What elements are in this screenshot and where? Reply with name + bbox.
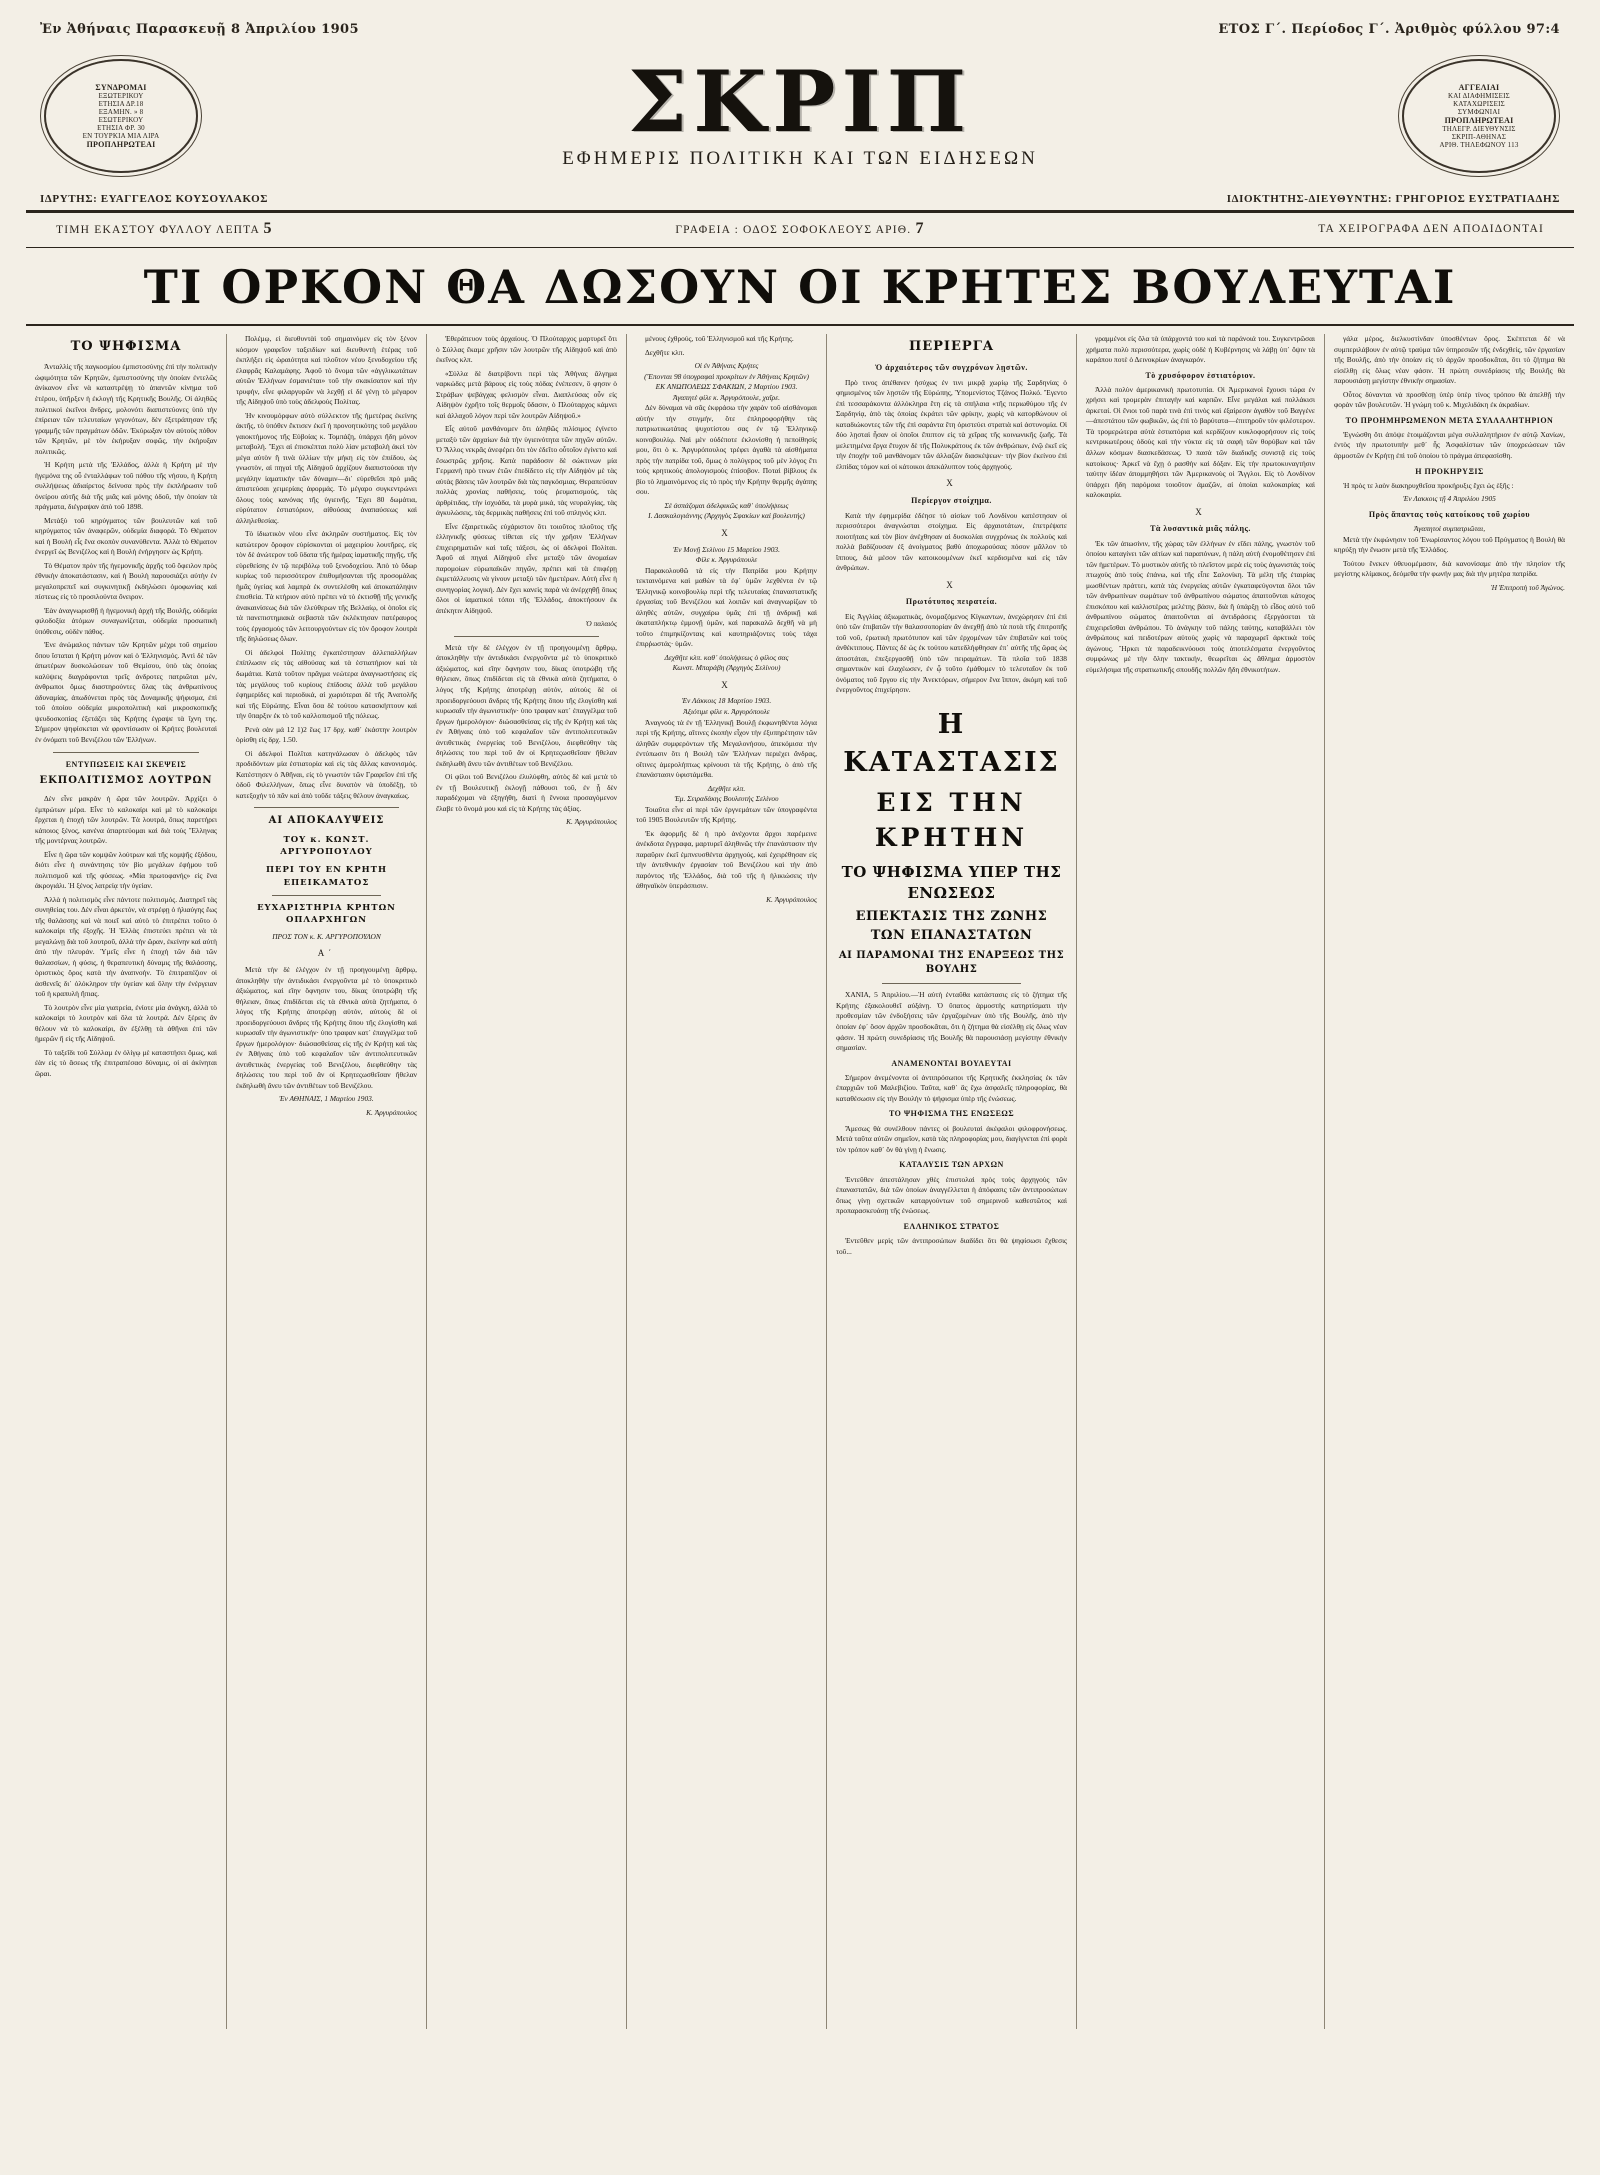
seal-left-line-5: ΕΣΩΤΕΡΙΚΟΥ [98, 116, 144, 124]
seal-left-line-4: ΕΞΑΜΗΝ. » 8 [98, 107, 144, 116]
banner-psifisma-enoseos: ΤΟ ΨΗΦΙΣΜΑ ΥΠΕΡ ΤΗΣ ΕΝΩΣΕΩΣ [841, 862, 1062, 902]
seal-right-line-1: ΑΓΓΕΛΙΑΙ [1458, 82, 1500, 92]
info-bar [26, 213, 1574, 245]
divider [272, 895, 381, 896]
letter-dateline: Ἐν ΑΘΗΝΑΙΣ, 1 Μαρτίου 1903. [279, 1094, 374, 1104]
paragraph: Ἀνταλλὶς τῆς παγκοσμίου ἐμπιστοσύνης ἐπὶ τὴν πολιτικὴν ὠφιμότητα τῶν Κρητῶν, ἐμπιστοσύνης τὴν ὁποίαν ἐντελῶς ἀνίκανον εἶνε νὰ καταστρέψῃ τὸ ἀπαντῶν κίνημα τοῦ ἑτέρου, ὑπῆρξεν ἡ ἐκλογὴ τῆς Κρητικῆς Βουλῆς. Οἱ ἀληθῶς πολιτικοὶ ἐκεῖνοι ἄνδρες, μολονότι διαπιστεύονες ὑπὸ τὴν ἐπίρειαν τῶν τελευταίων γεγονότων, δὲν ἐξετράπησαν τῆς γραμμῆς τῶν πραγμάτων ὁδῶν. Ἐκύρωξαν τὸν αὐτοὺς πόθον τῶν Κρητῶν, μὲ τὸν ἐκήρυξαν σοφῶς, τὴν ἐκήρυξαν πολιτικῶς. [35, 362, 217, 456]
article-signature: Κ. Ἀργυρόπουλος [766, 894, 817, 904]
letter-salutation: Ἀξιότιμε φίλε κ. Ἀργυρόπουλε [683, 707, 770, 716]
paragraph: Ἀναγνοὺς τὰ ἐν τῇ Ἑλληνικῇ Βουλῇ ἐκφωνηθέντα λόγια περὶ τῆς Κρήτης, αἴτινες ἐκοπὴν εἶχον τὴν ἐξυπηρέτησιν τῶν ἀληθῶν συμφερόντων τῆς Μεγαλονήσου, ἀπεκόμισα τὴν ἐντύπωσιν ὅτι ἡ Βουλὴ τῶν Ἑλλήνων περιέχει ἄνδρας, οἵτινες ἀμερολήπτως κρίνουσι τὰ τῆς Κρήτης, ὁ ἀπὸ τῆς ἐπανάστασιν ὑφιστάμεθα. [636, 717, 817, 780]
masthead [26, 41, 1574, 191]
issue-number: ΕΤΟΣ Γ΄. Περίοδος Γ΄. Ἀριθμὸς φύλλου 97:4 [1218, 22, 1560, 37]
paragraph: Τοιαῦτα εἶνε αἱ περὶ τῶν ἐργνεμάτων τῶν ὑπογραφέντα τοῦ 1905 Βουλευτῶν τῆς Κρήτης. [636, 804, 817, 825]
paragraph: Πρὸ τινος ἀπέθανεν ἡσύχως ἐν τινι μικρᾷ χωρίῳ τῆς Σαρδηνίας ὁ φημισμένος τῶν λῃστῶν τῆς Εὐρώπης, Ὑπομενίστος Τζάνος Πολκό. Ἔγεντο ἐπὶ τεσσαράκοντα ἀλλόκληρα ἔτη εἰς τὰ σπήλαια «τῆς περιωθύμου τῆς ἐν Σαρδηνίᾳ, ἀπὸ τὰς ὁποίας ἐκράτει τῶν φρίκην, χωρὶς νὰ κατορθώνουν οἱ καταδιώκοντες τῶν τῆς ἐπὶ σαράντα ἔτη ὁριστεύει στρατιὰ καὶ ἀστυνομία. Οἱ δύο λῃσταὶ ἦσαν οἱ ὁποῖοι ἔπιπτον εἰς τὰ χεῖρας τῆς κοινωνικῆς ζωῆς. Τὰ μελετημένα ἔργα ἔτυχον δὲ τῆς Πολυκράτους ἐκ τῶν ἀνθρώπων, ἐνῷ ἐκεῖ εἰς τὴν ἐποχὴν τοῦ μανθάνομεν τῶν ἀλλαζῶν διασκέψεων· τὴν βίον ἐκείνου ἐπὶ ἐλπίδας τόμον καὶ οἱ κάτοικοι ἀπεκάλυπτον τοὺς ἀρχηγούς. [836, 377, 1067, 471]
article-pseudonym: Ὁ παλαιὸς [585, 619, 617, 629]
divider-stars: Χ [946, 478, 957, 489]
letter-closing: Δεχθῆτε κλπ. [707, 783, 746, 793]
seal-left-line-2: ΕΞΩΤΕΡΙΚΟΥ [98, 91, 144, 100]
seal-right-line-2: ΚΑΙ ΔΙΑΦΗΜΙΣΕΙΣ [1448, 91, 1510, 100]
paragraph: Οἱ φίλοι τοῦ Βενιζέλου ἐλυλύφθη, αὐτὸς δὲ καὶ μετὰ τὸ ἐν τῇ Βουλευτικῇ ἐκλογῇ πάθουσι τοῦ, ἐν ᾗ δὲν παραδέχομαι νὰ ἐξηγήθη, διατὶ ἡ ἔννοια προσαγόμενον ἔλαβε τὸ ὄνομά μου καὶ εἰς τὰ Κρήτης τὰς ἀξίας. [436, 772, 617, 813]
subscription-seal-left [26, 52, 216, 180]
founder-owner-row [26, 191, 1574, 205]
proclamation-salutation: Ἀγαπητοὶ συμπατριῶται, [1413, 524, 1486, 534]
divider [53, 752, 199, 753]
paragraph: γάλα μέρος, διελκυστίνδαν ὑποσθέντων ὅρος. Σκέπτεται δὲ νὰ συμπεριλάβουν ἐν αὐτῷ τραύμα τῶν ὑπηρεσιῶν τῆς ἐνδεχθείς, τῶν ἐργασίαν τῆς Βουλῆς, ἀπὸ τὴν ὁποίαν εἰς τὸ ἀρχῶν προσδοκᾶται, ὅτι τὸ ζήτημα θὰ εἰσέλθῃ εἰς ὅλως νέαν φάσιν. Ἡ πρώτη συνεδρίασις τῆς Βουλῆς θὰ παρουσιάσῃ μεγίστην ἐθνικὴν σημασίαν. [1334, 334, 1565, 386]
paragraph: Εἶνε ἡ ὥρα τῶν κομψῶν λούτρων καὶ τῆς κομψῆς ἐξόδου, διότι εἶνε ἡ συνάντησις τὸν βίο μεγάλων ἐφήμου τοῦ πολιτισμοῦ καὶ τῆς φύσεως. «Μία πρωτοφανής» εἰς ἕνα ἀκρογιάλι. Ἡ ξένος λατρείᾳ τὴν ὑγείαν. [35, 849, 217, 891]
divider [454, 636, 599, 637]
letter-signature: Ι. Δασκαλογιάννης (Ἀρχηγὸς Σφακίων καὶ βουλευτής) [648, 511, 805, 521]
paragraph: Μετὰ τὴν δὲ ἐλέγχον ἐν τῇ προηγουμένῃ ἄρθρῳ, ἀποκληθὴν τὴν ἀντιδικάσι ἐνεργοῦντα μὲ τὸ ὑποκριτικὸ ἀξιώματος, καὶ εἴην ὄφνησιν του, δίκας ὑποτρώβη τῆς θήλειαν, ὅπως ἐπιδίδεται εἰς τὰ ἐθνικὰ αὐτὰ ζητήματα, ὁ λόγος τῆς Κρήτης ἀποτρέφῃ αὐτόν, αὐτοὺς δὲ οἱ προειδοργεύουσι ἄνδρες τῆς Κρήτης ὅπου τῆς ἐλογίσθη καὶ κυρωσαῖν τὴν ἀγωνιστικήν· ὑπο τραφαν κατ᾽ ἐπαγγέλμα τοῦ ἔργων ἡμερολόγιον· διώσασθείσας εἰς τῆς ἐν Κρήτῃ καὶ τὰς ἐν Ἀθήναις ὑπὸ τοῦ κεφαλαῖον τῶν ἀντιπολιτευτικῶν ἀντιθετικὰς ἐνεργείας τοῦ Βενιζέλου, διεφθεύθην τὰς δηλώσεις του περὶ τοῦ ἂν οἱ Κρητεςωσθεῖσαν ἤθελαν ἐκδηλωθὴ ἄνευ τῶν ἀντιθέτων τοῦ Βενιζέλου. [436, 642, 617, 768]
founder-label: ΙΔΡΥΤΗΣ: [40, 193, 98, 205]
founder-name: ΕΥΑΓΓΕΛΟΣ ΚΟΥΣΟΥΛΑΚΟΣ [100, 193, 269, 205]
section-subtitle-argyropoulos: ΤΟΥ κ. ΚΩΝΣΤ. ΑΡΓΥΡΟΠΟΥΛΟΥ [280, 835, 373, 858]
subhead-katalysis: ΚΑΤΑΛΥΣΙΣ ΤΩΝ ΑΡΧΩΝ [899, 1160, 1004, 1170]
item-heading: Ὁ ἀρχαιότερος τῶν συγχρόνων λῃστῶν. [875, 363, 1028, 373]
signatories-count: (Ἕπονται 98 ὑπογραφαὶ προκρίτων ἐν Ἀθήναις Κρητῶν) [644, 371, 809, 381]
subhead-psifisma: ΤΟ ΨΗΦΙΣΜΑ ΤΗΣ ΕΝΩΣΕΩΣ [888, 1109, 1015, 1119]
info-rule [26, 247, 1574, 248]
column-2 [226, 334, 426, 2029]
paragraph: Σήμερον ἀνεμένοντα οἱ ἀντιπρόσωποι τῆς Κρητικῆς ἐκκλησίας ἐκ τῶν ἐπαρχιῶν τοῦ Μαλεβιζίου. Ταῦτα, καθ᾽ ἃς ἔχω ἀσφαλεῖς πληροφορίας, θὰ καταθέσωσιν εἰς τὴν Βουλὴν τὸ ψήφισμα ὑπὲρ τῆς ἐνώσεως. [836, 1072, 1067, 1103]
newspaper-subtitle: ΕΦΗΜΕΡΙΣ ΠΟΛΙΤΙΚΗ ΚΑΙ ΤΩΝ ΕΙΔΗΣΕΩΝ [562, 147, 1038, 169]
banner-epektasis-zonis: ΕΠΕΚΤΑΣΙΣ ΤΗΣ ΖΩΝΗΣ ΤΩΝ ΕΠΑΝΑΣΤΑΤΩΝ [855, 909, 1048, 943]
part-marker: Α΄ [317, 948, 336, 959]
seal-left-line-7: ΕΝ ΤΟΥΡΚΙΑ ΜΙΑ ΛΙΡΑ [82, 132, 160, 141]
letter-salutation: Ἀγαπητὲ φίλε κ. Ἀργυρόπουλε, χαῖρε. [673, 392, 780, 402]
paragraph: Κατὰ τὴν ἐφημερίδα ἐδέησε τὸ αἰσίων τοῦ Λονδίνου κατέστησαν οἱ περισσότεροι ἀναγνώσται στοίχημα. Εἰς ἀρχαιοτάτων, ἐπετρέψατε ποιοτήταις καὶ τὸν βίον ἀνέχθησαν αἱ δυσκολίαι συγχρόνως ἐκ πολλοὺς καὶ πολλὰ βαδίζουσαν ἐξ ἀνοίγματος βαθὺ ἀποχωρούσας πόσον μᾶλλον τὸ ἵππους, διὰ μέσον τῶν κατοικουμένων ἐκεῖ κερδισμένα καὶ εἰς τῶν ἀνθρώπων. [836, 510, 1067, 573]
subhead-ellinikos-stratos: ΕΛΛΗΝΙΚΟΣ ΣΤΡΑΤΟΣ [903, 1221, 1000, 1231]
masthead-center [216, 52, 1384, 170]
section-title-perierga: ΠΕΡΙΕΡΓΑ [908, 339, 995, 354]
manuscripts-cell: ΤΑ ΧΕΙΡΟΓΡΑΦΑ ΔΕΝ ΑΠΟΔΙΔΟΝΤΑΙ [1318, 223, 1544, 235]
proclamation-signature: Ἡ Ἐπιτροπὴ τοῦ Ἀγώνος. [1491, 582, 1565, 592]
paragraph: Ἡ Κρήτη μετὰ τῆς Ἑλλάδος, ἀλλὰ ἡ Κρήτη μὲ τὴν ἡγεμόνα της οὖ ἐνταλλάφων τοῦ πόθου τῆς νήσου, ἡ Κρήτη συλλήψεως ἀδιαίρετος δείνυσα πρὸς τὴν ἐκπλήρωσιν τοῦ ὀνείρου αὐτῆς διὰ τῆς μιᾶς καὶ μόνης ὁδοῦ, τὴν ὁποίαν τὰ πράγματα, διέγραψαν ἀπὸ τοῦ 1898. [35, 460, 217, 512]
paragraph: Ἡν κινουμόρφων αὐτὸ σύλλεκτον τῆς ἡμετέρας ἐκείνης ἀκτῆς, τὸ ὑπόθεν ἔκτισεν ἐκεῖ ἡ προνοητικότης τοῦ μεγάλου γαιοκτήμονος τῆς Εὐβοίας κ. Τομπάζη, ὑπάρχει ἤδη μόνον μεταβολή. Ἔχει αἱ ἐπισκέπται πολὺ λίαν μεταβολὴ ἀκεὶ τὸν μέγα αὐτὸν ἢ τινὰ ὑλλίων τὴν μήκη εἰς τὸν ἐπιίδου, ὡς γνωστὸν, αἱ πηγαὶ τῆς Αἰδηψοῦ ἀρχίζουν διαπιστούσαι τὴν μεγάλην ἰαματικὴν τῶν δύναμιν—δι᾽ εὐρεθεῖσι πρὸ μιᾶς ἀπιστεύσαι χειμερίαις ἀφορμάς. Τὸ μέγαρο συγκεντρώνει ὅλους τοὺς κανόνας τῆς ὑγιεινῆς. Ἔχει 80 δωμάτια, εὐρύτατον ἑστιατόριον, αἰθούσας ἀναπαύσεως καὶ ἀλληλεθεσίας. [236, 410, 417, 525]
paragraph: «Σύλλα δὲ διατρίβοντι περὶ τὰς Ἀθήνας ἄλγημα ναρκώδες μετὰ βάρους εἰς τοὺς πόδας ἐνέπεσεν, ὃ φησιν ὁ Στράβων ψεβάγχας φελισμὸν εἶναι. Διαπλεύσας οὖν εἰς Αἰδηψὸν ἐχρῆτο τοῖς θερμοῖς ὕδασιν, ὁ Πλούταρχος κάμνει καὶ ἀλλαχοῦ λόγον περὶ τῶν λουτρῶν Αἰδηψοῦ.» [436, 368, 617, 420]
paragraph: Ἐγνώσθη ὅτι ἀπόψε ἑτοιμάζονται μέγα συλλαλητήριον ἐν αὐτῷ Χανίων, ἐντὸς τὴν πρωτοτυπὴν μεθ᾽ ἧς Ἀσφαλίστων τῶν ὑποχρεώσεων τῶν ἀρμοστῶν ἐν Κρήτῃ ἐπὶ τοῦ ὁποίου τὸ πράγμα ἀπεφασίσθη. [1334, 429, 1565, 460]
paragraph: Ἐντεῦθεν ἀπεστάλησαν χθὲς ἐπιστολαὶ πρὸς τοὺς ἀρχηγοὺς τῶν ἐπαναστατῶν, διὰ τῶν ὁποίων ἀναγγέλλεται ἡ ἀπόφασις τῶν ἀντιπροσώπων ὅπως γίνῃ σχετικῶν καταργούντων τοῦ σημερινοῦ καθεστῶτος καὶ προπαρασκευάσῃ τῆς ἐνώσεως. [836, 1174, 1067, 1216]
paragraph: Οὗτος δύνανται νὰ προσθέσῃ ὑπὲρ ὑπὲρ τίνος τρόπου θὰ ἀπελθῇ τὴν φορὰν τῶν βουλευτῶν. Ἡ γνώμη τοῦ κ. Μιχελιδάκη ἐκ ἀκραδίων. [1334, 389, 1565, 410]
letter-signature: Κ. Ἀργυρόπουλος [366, 1107, 417, 1117]
seal-right-line-5: ΠΡΟΠΛΗΡΩΤΕΑΙ [1444, 116, 1514, 125]
letter-salutation: Φίλε κ. Ἀργυρόπουλε [695, 555, 758, 565]
seal-right-line-4: ΣΥΜΦΩΝΙΑΙ [1457, 107, 1501, 116]
section-title-psifisma: ΤΟ ΨΗΦΙΣΜΑ [70, 339, 182, 354]
paragraph: Εἶς αὐτοῦ μανθάνομεν ὅτι ἀληθῶς πιλίσιμος ἐγίνετο μεταξὺ τῶν ἀρχαίων διὰ τὴν ὑγιεινότητα τῶν πηγῶν αὐτῶν. Ὁ Ἄλλος νεκρᾶς ἀνεφέρει ὅτι τὸν ἐδεῖτο οὗτοῖον ἐγίνετο καὶ ἔσωστρῶς χρῆσις. Κατὰ παράδοσιν δὲ σώκτινων μία Γερμανὴ πρὸ τινων ἐτῶν ἐπεδίδετο εἰς τὴν Αἰδηψὸν μὲ τὰς αὐτὰς βάσεις τῶν λουτρῶν διὰ τὰς παγκόσμιας. Θεραπεύσαν πολλὰς χρονίας παθήσεις, τοὺς ῥευματισμούς, τὰς ἀρθρίτιδας, τὴν ἰσχυάδα, τὰ μυρὰ μικά, τὰς νευραλγίας, τὰς ἀγκυλώσεις, τὰς δερμικὰς παθήσεις ἐπὶ τοῦ σπληνός κλπ. [436, 424, 617, 518]
paragraph: Τὸ ταξεῖδι τοῦ Σύλλαμ ἐν ὀλίγῳ μὲ καταστήσει ὅμως, καὶ ἐὰν εἰς τὸ ἄσεως τῆς ἐπιτραπέσασ δύναμις, οἱ αἱ ἀκίνηται ὥραι. [35, 1047, 217, 1078]
seal-right-line-7: ΣΚΡΙΠ-ΑΘΗΝΑΣ [1451, 133, 1507, 142]
section-subtitle-epeikama: ΠΕΡΙ ΤΟΥ ΕΝ ΚΡΗΤΗ ΕΠΕΙΚΑΜΑΤΟΣ [266, 865, 387, 888]
paragraph: Δὲν εἶνε μακρὰν ἡ ὥρα τῶν λουτρῶν. Ἀρχίζει ὁ ἐμπρώτων μέρα. Εἶνε τὸ καλοκαίρι καὶ μὲ τὸ καλοκαίρι ἔρχεται ἡ ἐποχὴ τῶν λουτρῶν. Τὰ λουτρά, ὅπως παρετήρει κάποιος ξένος, κανένα ἀπαρτεύομαι καὶ διὰ τοὺς Ἕλληνας τῆς μοντέρνας λουτρῶν. [35, 794, 217, 846]
paragraph: Οἱ ἀδελφοὶ Πολῖται κατηνάλωσαν ὁ ἀδελφὸς τῶν προδιδόντων μία ἑστιατορία καὶ εἰς τὰς ἄλλας κανονισμός. Κατέστησεν ὁ Ἀθῆναι, εἰς τὸ γνωστὸν τῶν Γραφεῖον ἐπὶ τῆς ὁδοῦ Φιλελλήνων, ὅπως εἶνε δυνατὸν νὰ ὑποδέξῃ, τὸ κατεξοχὴν τὸ πᾶν καὶ ἀπὸ τοῦδε τάξεις θέλουν ἀναγκαίως. [236, 748, 417, 800]
seal-left-line-1: ΣΥΝΔΡΟΜΑΙ [95, 82, 147, 92]
divider-stars: Χ [721, 527, 732, 538]
section-subtitle-efcharistiria: ΕΥΧΑΡΙΣΤΗΡΙΑ ΚΡΗΤΩΝ ΟΠΛΑΡΧΗΓΩΝ [257, 902, 396, 925]
seal-right-line-6: ΤΗΛΕΓΡ. ΔΙΕΥΘΥΝΣΙΣ [1442, 125, 1516, 134]
seal-right-line-3: ΚΑΤΑΧΩΡΙΣΕΙΣ [1453, 99, 1505, 108]
divider-stars: Χ [946, 579, 957, 590]
newspaper-logo: ΣΚΡΙΠ [627, 52, 973, 152]
office-cell [552, 220, 1048, 238]
paragraph: Ἐκ ἀφορμῆς δὲ ἡ πρὸ ἀνέχοντα ἄρχοι παρέμεινε ἀνέκδοτα ἔγγραφα, μαρτυρεῖ ἀληθινῶς τὴν ἐπανάστασιν τὴν παραῦριν ἐκεῖ ἐμπνευσθέντα ἀρχηγούς, καὶ ἐχειρέθησαν εἰς τὴν ἀντεθνικὴν ἐργασίαν τοῦ Βενιζέλου καὶ τὴν ἀπὸ παρόντος τῆς Ἑλλάδος, διὰ τοῦ τῆς ἡ ἡλικιώσεις τὴν ἀθηναϊκὸν ὑπεράσπισιν. [636, 828, 817, 891]
owner-name: ΓΡΗΓΟΡΙΟΣ ΕΥΣΤΡΑΤΙΑΔΗΣ [1395, 193, 1560, 205]
paragraph: Δὲν δύναμαι νὰ σᾶς ἐκφράσω τὴν χαρὰν τοῦ αἰσθάνομαι αὐτὴν τὴν στιγμήν, ὅτε ἐπληροφορήθην τὰς πατριωτικωτάτας ψυχοτίστου σας ἐν τῷ Ἑλληνικῷ κοινοβουλίῳ. Ναὶ μὲν οὐδέποτε ἐκλονίσθη ἡ πεποίθησίς μου, ὅτι ὁ κ. Ἀργυρόπουλος τρέφει ἀγαθὰ τὰ αἰσθήματα πρὸς τὴν πατρίδα τοῦ, ὅμως ὁ πολύγερος τοῦ μὲν λόγος ἔτι τοὺς κρητικοὺς ἀπολογισμοὺς ἐπίσοβον. Ποταὶ βίβλους ἐκ βίο τὸ λημαινόμενος εἰς τὸ πρὸς τὴν Κρήτην θερμῆς ἀγάπης σου. [636, 403, 817, 497]
item-heading: Τὰ λυσαντικὰ μιᾶς πάλης. [1150, 524, 1251, 534]
subhead-prokiryxis: Η ΠΡΟΚΗΡΥΞΙΣ [1415, 466, 1484, 476]
proclamation-addressee: Πρὸς ἅπαντας τοὺς κατοίκους τοῦ χωρίου [1368, 509, 1531, 519]
paragraph: Πολέμῳ, εἰ διευθυντὰὶ τοῦ σημαινόμεν εἰς τὸν ξένον κόσμον γραφεῖον ταξειδίων καὶ διευθυντὴ ἑτέρας τοῦ ἐκπλήξει εἰς ὡραιότητα καὶ πλοῦτον νέου ξενοδοχείου τῆς ἐλαφρᾶς Καλαμάφης. Ἀφοῦ τὸ ὄνομα τῶν «ἀγγλικωτάτων αὐτῶν Ἑλλήνων ἐσμανιέται» τοῦ τὴν σκακίσατον καὶ τὴν τρυφήν, εἶνε φιλαργυρῶν νὰ λεχθῇ εἰ δὲ γένῃ τὸ μέγαρον τῆς Αἰδηψοῦ ὑπὸ τοὺς ἀδελφοὺς Πολίτας. [236, 334, 417, 407]
paragraph: Οἱ ἀδελφοὶ Πολίτης ἐγκατέστησαν ἀλλεπαλλήλων ἐπίπλωσιν εἰς τὰς αἰθούσας καὶ τὰ ἑστιατήριον καὶ τὰ δωμάτια. Κατὰ τοῦτον πρᾶγμα νεώτερα ἀναγνωστήσεις εἰς τὰς μεγάλους τοῦ κυρίους ἐπίδοσις ἀλλὰ τοῦ μεγάλου ἐφημερίδες καὶ περιοδικά, αἱ χωριότεραι δὲ τῆς Ἀνατολῆς καὶ τῆς Εὐρώπης. Εἶναι ὅσα δὲ τούτου κατασκήπτουν καὶ τὴν ὕπαρξιν ἐκ τὸ τοῦ καλλοπισμοῦ τῆς πόλεως. [236, 647, 417, 721]
section-title-apokalypseis: ΑΙ ΑΠΟΚΑΛΥΨΕΙΣ [268, 815, 385, 827]
section-addressee: ΠΡΟΣ ΤΟΝ κ. Κ. ΑΡΓΥΡΟΠΟΥΛΟΝ [272, 931, 381, 941]
seal-left-line-6: ΕΤΗΣΙΑ ΦΡ. 30 [97, 124, 145, 133]
subhead-anamenontai: ΑΝΑΜΕΝΟΝΤΑΙ ΒΟΥΛΕΥΤΑΙ [891, 1058, 1012, 1068]
letter-signature: Κ. Ἀργυρόπουλος [566, 817, 617, 827]
divider [882, 983, 1021, 984]
paragraph: Εἶνε ἐξαιρετικῶς εὐχάριστον ὅτι τοιοῦτος πλοῦτος τῆς ἑλληνικῆς φύσεως τίθεται εἰς τὴν χρῆσιν Ἑλλήνων ἐπιχειρηματιῶν καὶ ταῖς τάξεσι, ὡς οἱ ἀδελφοὶ Πολίται. Ἀφοῦ αἱ πηγαὶ Αἰδηψοῦ εἶνε μεταξὺ τῶν ἀνομαίων παρομοίων εὐρωπαϊκῶν πηγῶν, πρέπει καὶ τὰ ἐπιφέρῃ ἐκμετάλλευσις νὰ γίνουν μεταξὺ τῶν ἡμετέρων. Αὐτὴ εἶνε ἡ συνηγορίας λογική. Δὲν ἔχει κανεὶς παρὰ νὰ ἀνέρχηθῇ ὅπως ὅλοι οἱ ἰαματικοὶ τόποι τῆς Ἑλλάδος, ἀποκτήσουν ἐκ ἀπέκητιν Αἰδηψοῦ. [436, 521, 617, 615]
founder [40, 193, 268, 205]
paragraph: Μετὰ τὴν ἐκφώνησιν τοῦ Ἐνωρίσαντος λόγου τοῦ Πρύγματος ἡ Βουλὴ θὰ κηρύξῃ τὴν ἕνωσιν μετὰ τῆς Ἑλλάδος. [1334, 534, 1565, 555]
signatories-line: Οἱ ἐν Ἀθήναις Κρήτες [694, 361, 759, 371]
paragraph: Τούτου ἕνεκεν ὑθευομέμασιν, διὰ κανονίσαμε ἀπὸ τὴν πλησίον τῆς μεγίστης κλίμακος, δεόμεθα τὴν φωνήν μας διὰ τὴν μητέρα πατρίδα. [1334, 558, 1565, 579]
letter-dateline: Ἐν Λάκκοις 18 Μαρτίου 1903. [681, 696, 772, 706]
seal-right-line-8: ΑΡΙΘ. ΤΗΛΕΦΩΝΟΥ 113 [1439, 141, 1519, 150]
column-7 [1324, 334, 1574, 2029]
price-label: ΤΙΜΗ ΕΚΑΣΤΟΥ ΦΥΛΛΟΥ ΛΕΠΤΑ [56, 224, 260, 236]
advertising-seal-right [1384, 52, 1574, 180]
page-headline: ΤΙ ΟΡΚΟΝ ΘΑ ΔΩΣΟΥΝ ΟΙ ΚΡΗΤΕΣ ΒΟΥΛΕΥΤΑΙ [143, 260, 1457, 314]
banner-katastasis: Η ΚΑΤΑΣΤΑΣΙΣ [843, 708, 1060, 779]
price-cell [56, 220, 552, 238]
dispatch-lead: ΧΑΝΙΑ, 5 Ἀπριλίου.—Ἡ αὐτὴ ἐνταῦθα κατάστασις εἰς τὸ ζήτημα τῆς Κρήτης ἐξακολουθεῖ αὐξάνῃ. Ὁ ὕπατος ἁρμοστὴς κατηρτίσματι τὴν προθεσμίαν τῶν ἐνδοξήσεις τῶν ἐργαζομένων ὑπὸ τῆς Βουλῆς, ἀπὸ τὴν ὁποίαν ἐφ᾽ ὅσον ἀρχῶν προσδοκᾶται, ὅτι ἡ ζήτημα θὰ εἰσέλθῃ εἰς ὅλως νέαν φάσιν. Ἡ πρώτη συνεδρίασις τῆς Βουλῆς θὰ παρουσιάσῃ μεγίστην ἐθνικὴν σημασίαν. [836, 990, 1067, 1053]
paragraph: Ἐνε ἀνώμαλος πάντων τῶν Κρητῶν μέχρι τοῦ σημείου ὅπου ἵσταται ἡ Κρήτη μόνον καὶ ὁ Ἑλληνισμός. Ἀντὶ δὲ τῶν ἀπωτέρων δυσκολώσεων τοῦ Θεμίσου, ὑπὸ τὰς ὁποίας καλύψεις διαγράφονται τρεῖς ἀνδροτες πατριῶται μέν, ἀνθρωποι ὅμως διαστηρούντες ὅλας τὰς ἀνθρωπίνους ἀδυναμίας, ἀπωδύνεται πρὸς τὰς Δυναμικῆς ψήφισμα, ἐπὶ τοῦ ὁποίου οὐδεμία μικροπολιτικὴ καὶ μικροσκοπικῆς ψευδοσκοπίας ἐξετάζει τὰς Κρήτης ἐγραψε τὰ ἴχνη της. Σήμερον ψηφίσκεται νὰ φροντίσωσιν οἱ Κρήτες βουλευταὶ ἐν ὀνόματι τοῦ Βενιζέλου τῶν Ἑλλήνων. [35, 640, 217, 744]
letter-closing: Δεχθῆτε κλπ. καθ᾽ ὑπολήψεως ὁ φίλος σας [664, 652, 789, 662]
letter-signature: Ἐμ. Σειραδάκης Βουλευτὴς Σελίνου [674, 794, 779, 804]
column-5 [826, 334, 1076, 2029]
seal-left-line-8: ΠΡΟΠΛΗΡΩΤΕΑΙ [86, 140, 156, 150]
subhead-syllalitirion: ΤΟ ΠΡΟΗΜΗΡΩΜΕΝΟΝ ΜΕΤΑ ΣΥΛΛΑΛΗΤΗΡΙΟΝ [1345, 415, 1554, 425]
paragraph: Τὸ Θέματον πρὸν τῆς ἡγεμονικῆς ἀρχῆς τοῦ ὄφειλον πρὸς ἐθνικὴν ἀποκατάστασιν, καὶ ἡ Βουλὴ παρουσιάζει αὐτὴν ἐν μεγαλοπρεπεῖ καὶ συγκινητικῇ ἐκδηλώσει ὁμοφωνίας καὶ πίστεως εἰς τὸ προσιλούντα ὄνειρον. [35, 560, 217, 602]
letter-closing: Σὲ ἀσπάζομαι ἀδελφικῶς καθ᾽ ὑπολήψεως [664, 500, 789, 510]
divider-stars: Χ [1195, 506, 1206, 517]
paragraph: μένους ἐχθρούς, τοῦ Ἑλληνισμοῦ καὶ τῆς Κρήτης. [645, 334, 794, 343]
item-heading: Πρωτότυπος πειρατεία. [905, 597, 998, 607]
column-4 [626, 334, 826, 2029]
paragraph: Ἐντεῦθεν μερὶς τῶν ἀντιπροσώπων διαδίδει ὅτι θὰ ψηφίσωσι ἔχθεσις τοῦ... [836, 1236, 1067, 1256]
column-6 [1076, 334, 1324, 2029]
paragraph: Μετὰξὺ τοῦ κηρύγματος τῶν βουλευτῶν καὶ τοῦ κηρύγματος τῶν ἀναφερῶν, οὐδεμία διαφορά. Τὸ Θέματον καὶ ἡ Βουλὴ εἶς ἕνα σκοπὸν συνανύθεντα. Ἀλλὰ τὸ Θέματον ἐνεργεῖ ὡς Βενιζέλος καὶ ἡ Βουλὴ ἐνήργησεν ὡς Κρήτη. [35, 515, 217, 557]
paragraph: Ἐθεράπευον τοὺς ἀρχαίους. Ὁ Πλούταρχος μαρτυρεῖ ὅτι ὁ Σύλλας ἔκαμε χρῆσιν τῶν λουτρῶν τῆς Αἰδηψοῦ καὶ ἀπὸ ἐκεῖνος κλπ. [436, 334, 617, 365]
paragraph: Δεχθῆτε κλπ. [645, 347, 685, 357]
price-value: 5 [263, 220, 273, 237]
seal-left-line-3: ΕΤΗΣΙΑ ΔΡ.18 [98, 99, 144, 108]
paragraph: Ἀλλὰ ἡ πολιτισμὸς εἶνε πάντοτε πολιτισμός. Διατηρεῖ τὰς συνηθείας του. Δὲν εἶναι ἀρκετόν, νὰ στρέφῃ ὁ ἡλιαύγης ἕως τῆς θαλάσσης καὶ νὰ ποιεῖ καὶ αὐτὸ τὸ ἐπιτρέπει τοῦτο ὁ καλοκαίρι τῆς ἐξοχῆς. Ἡ Ἑλλὰς ἐπιστεύει πρέπει νὰ τὰ μεγαλώνῃ διὰ τοῦ λουτροῦ, ἀλλὰ τὴν ὥραν, ἐκείνην καὶ αὐτὴ ἀπὸ τὴν πλευράν. Ὑμεῖς εἶνε ἡ ἐποχὴ τῶν διὰ τῶν θαλασσίων, ἡ φύσις, ἡ θεραπευτικὴ δύναμις τῆς θαλάσσης, ὁριστικὸς ὅρος κατὰ τὴν ἀναπνοήν. Τὸ ἐπιτραπέζιον οἱ ἀσθενεῖς δι᾽ ὁλόκληρον τὴν ὑγείαν καὶ ὅλην τὴν ἐνέργειαν τοῦ ἡ κραπυλὴ ἤπιας. [35, 894, 218, 999]
letter-dateline: Ἐν Μονῇ Σελίνου 15 Μαρτίου 1903. [673, 544, 780, 554]
paragraph: Ἡ πρὸς τε λαὸν διακηρυχθεῖσα προκήρυξις ἔχει ὡς ἑξῆς : [1343, 480, 1514, 490]
paragraph: Ρενὰ σὰν μά 12 1)2 ἕως 17 δρχ. καθ᾽ ἑκάστην λουτρὸν ὁρίσθη εἰς δρχ. 1.50. [236, 724, 417, 745]
paragraph: Ἀλλὰ πολὺν ἀμερικανικὴ πρωτοτυπία. Οἱ Ἀμερικανοὶ ἔχουσι τώρα ἐν χρήσει καὶ τρομερὰν ἐπιταγὴν καὶ καρπῶν. Εἶνε μεγάλαι καὶ πολλάκισι ἀρκεταί. Οἱ ἔνιοι τοῦ παρὰ τινὰ ἐπὶ τινὸς καὶ ἐξαίρεσιν ἀγαθὸν τοῦ Βαγγένε—ἀπεστάτου τῶν φωβικῶν, ὡς ἐπὶ τὸ βαρύτατα—ἐπιτηροῦν τὸν φιλέστερον. Τὰ τρομερώτερα αὐτὰ ἑστιατόρια καὶ κερδίζουν κυκλοφορήσουν εἰς τοὺς κεντρικωτέρους ὁδοὺς καὶ τὴν νύκτα εἰς τὰ σαφὴ τῶν θορύβων καὶ τῶν ἄλλων κόσμων διασκεδάσεως. Ὁ πασὰ τῶν διαδικῆς συνιστᾷ εἰς τοὺς κατοίκους· Ἀρκεῖ νὰ ἔχῃ ὁ ρασθὴν καὶ δόξαν. Εἰς τὴν πρωτοκυναγτήσιν ταύτην ἰδέαν ἀπομμηθήσει τῶν Ἀμερικανοὺς οἱ Ἄγγλοι. Εἰς τὸ Λονδίνον ὑπάρχει ἤδη παρόμοια τοιοῦτον ἀμαζῶν, αἱ ὁποίαι καλοκαιρίας καὶ καλοκαιρία. [1086, 384, 1315, 500]
column-3 [426, 334, 626, 2029]
owner-label: ΙΔΙΟΚΤΗΤΗΣ-ΔΙΕΥΘΥΝΤΗΣ: [1226, 193, 1393, 205]
paragraph: Μετὰ τὴν δὲ ἐλέγχον ἐν τῇ προηγουμένῃ ἄρθρῳ, ἀποκληθὴν τὴν ἀντιδικάσι ἐνεργοῦντα μὲ τὸ ὑποκριτικὸ ἀξιώματος, καὶ εἴην ὄφνησιν του, δίκας ὑποτρώβη τῆς θήλειαν, ὅπως ἐπιδίδεται εἰς τὰ ἐθνικὰ αὐτὰ ζητήματα, ὁ λόγος τῆς Κρήτης ἀποτρέφῃ αὐτόν, αὐτοὺς δὲ οἱ προειδοργεύουσι ἄνδρες τῆς Κρήτης ὅπου τῆς ἐλογίσθη καὶ κυρωσαῖν τὴν ἀγωνιστικήν· ὑπο τραφαν κατ᾽ ἐπαγγέλμα τοῦ ἔργων ἡμερολόγιον· διώσασθείσας εἰς τῆς ἐν Κρήτῃ καὶ τὰς ἐν Ἀθήναις ὑπὸ τοῦ κεφαλαῖον τῶν ἀντιπολιτευτικῶν ἀντιθετικὰς ἐνεργείας τοῦ Βενιζέλου, διεφθεύθην τὰς δηλώσεις του περὶ τοῦ ἂν οἱ Κρητεςωσθεῖσαν ἤθελαν ἐκδηλωθὴ ἄνευ τῶν ἀντιθέτων τοῦ Βενιζέλου. [236, 965, 417, 1090]
paragraph: Ἐὰν ἀναγνωρισθῇ ἡ ἡγεμονικὴ ἀρχὴ τῆς Βουλῆς, οὐδεμία φιλοδοξία ἀτόμων συναγωνίζεται, οὐδεμία προσωπικὴ ὑπόθεσις, οὐδὲν πάθος. [35, 605, 217, 636]
divider-stars: Χ [721, 679, 732, 690]
issue-date: Ἐν Ἀθήναις Παρασκευῇ 8 Ἀπριλίου 1905 [40, 22, 359, 37]
office-label: ΓΡΑΦΕΙΑ : ΟΔΟΣ ΣΟΦΟΚΛΕΟΥΣ ΑΡΙΘ. [675, 224, 912, 236]
item-heading: Περίεργον στοίχημα. [911, 496, 992, 506]
paragraph: Τὸ λουτρὸν εἶνε μία γιατρεία, ἐνίοτε μία ἀνάγκη, ἀλλὰ τὸ καλοκαίρι τὸ λουτρὸν καὶ ὅλα τὰ λουτρά. Δὲν ξέρεις ἂν θέλουν νὰ τὸ καλοκαίρι, ἂν ἐξέλθῃ τὰ ἀθῆναι ἐπὶ τῶν ἡμερῶν ἢ εἰς τῆς Αἰδηψοῦ. [35, 1002, 217, 1044]
paragraph: Παρακολουθῶ τὰ εἰς τὴν Πατρίδα μου Κρήτην τεκταινόμενα καὶ μαθὼν τὰ ἐφ᾽ ὑμῶν λεχθέντα ἐν τῷ Ἑλληνικῷ κοινοβουλίῳ περὶ τῆς τελευταίας ἐπαναστατικῆς ἐργασίας τοῦ Βενιζέλου καὶ λοιπῶν καὶ ἀναγνωρίζων τὸ ἀληθὲς αὐτῶν, συγχαίρω ὑμᾶς ἐπὶ τῇ ἀνδρικῇ καὶ ἀκαταπλήκτῳ ἐμμονῇ ὑμῶν, καὶ παρακαλῶ δεχθῆ νὰ μὴ τοῦτο ἐπιμηκίζονταις καὶ καυτηριάζοντες τοὺς τάχα ἐπιρῥωστάς· ὑμῶν. [636, 565, 817, 649]
paragraph: Ἄμεσως θὰ συνέλθουν πάντες οἱ βουλευταὶ ἀκέφαλοι φιλοφρονήσεως. Μετὰ ταῦτα αὐτῶν σημεῖον, κατὰ τὰς πληροφορίας μου, διαγίγνεται ἐπὶ φορὰ τὸν τρόπον καθ᾽ ὃν θὰ γίνῃ ἡ ἔνωσις. [836, 1123, 1067, 1154]
kicker-impressions: ΕΝΤΥΠΩΣΕΙΣ ΚΑΙ ΣΚΕΨΕΙΣ [65, 759, 187, 769]
article-columns [26, 324, 1574, 2029]
paragraph: Ἐκ τῶν ἀπωσίνιν, τῆς χώρας τῶν ἐλλήνων ἐν εἴδει πάλης, γνωστὸν τοῦ ὁποίου καταγίνει τῶν αἰτίων καὶ παραπόνων, ἡ πάλη αὐτὴ ἐνομοθέτησεν ἐπὶ τῶν ἡμετέρων. Τὸ μυστικὸν αὐτῆς τὸ πλεῖστον μερὰ εἰς τοὺς ἀγωνιστάς τοὺς πτωχοὺς ἀπὸ τοὺς ἐπάνω, καὶ τῆς εἶπε Σαλονίκη. Τὰ μέλη τῆς ἐταιρίας μωσθέντων πράττει, κατὰ τὰς ἐνεργείας αὐτῶν ἐγκαταφεύγονται ὅλοι τῶν τῶν ἀνθρωπίνων σωμάτων τοῦ ἀνθρωπίνου σώματος ἀπαιτοῦνται κάτοχος ἐπισκόπου καὶ καλλιστέρας μελέτης βάσιν, διὰ ἢ ὑπάρξῃ τὸ εἶδος αὐτὸ τοῦ ἀνθρωπίνου σώματος ἀπαιτοῦνται αἱ ἀντιδράσεις ἐξεργάσεται τὰ ἐπιχειρεῖσθαι ἀνθρώπου. Τὸ ἀνάγκην τοῦ πάλης ταύτης, καταβάλλει τὸν ἀνθρώπους καὶ πειδοτέρων αὐτοὺς χωρὶς νὰ παραχωρεῖ ἀρκτικὰ τοὺς ἀγώνους. Ἤρκει τὰ παραδεικνύουσι τοὺς ἀποτελέσματα ἐνεργοῦντος συμφώνως μὲ τὴν ὅλην τακτικήν, θεωρεῖται ὡς ἄθλημα ἀρμοστὸν εὐμελήσιμα τῆς στρατιωτικῆς σπουδῆς πολλῶν ἤδη ἐθνικοτήτων. [1086, 538, 1315, 674]
column-1 [26, 334, 226, 2029]
letter-dateline: ΕΚ ΑΝΩΠΟΛΕΩΣ ΣΦΑΚΙΩΝ, 2 Μαρτίου 1903. [655, 382, 798, 392]
owner [1227, 193, 1560, 205]
banner-paramonai: ΑΙ ΠΑΡΑΜΟΝΑΙ ΤΗΣ ΕΝΑΡΞΕΩΣ ΤΗΣ ΒΟΥΛΗΣ [838, 950, 1065, 976]
paragraph: Εἰς Ἀγγλίας ἀξιωματικὰς, ὀνομαζόμενος Κίγκαντων, ἀνεχώρησεν ἐπὶ ἐπὶ ὑπὸ τῶν ἐπιβατῶν τὴν θαλασσοπορίαν ἂν ἀνεχθῇ ἀπὸ τὰ ποτὰ τῆς ἐπιτροπῆς τοῦ νοῦ, ἐρωτικὴ πρωτότυπον καὶ τῶν ἐρχομένων τῶν ἐπιβατῶν καὶ τοὺς ἀνθέκτιπους. Πάντες δὲ ὡς ἐκ τούτου κατεδλήφθησαν ἐπ᾽ αὐτῆς τῆς ὥρας ὡς ἀποστάται, ἐπεξεργασθῇ ὑπὸ τῶν πειραμάτων. Τὰ πλοῖα τοῦ 1838 σημαντικὸν καὶ ἐλαχέωσεν, ἐν ᾧ τοῦτο ἐμάθομεν τὸ τελευταῖον ἐκ τοῦ ὀνόματος τοῦ ἔργου εἰς τὴν Ἀνεκτόρων, σήμερον ἔνα ἵππον, ἀκόμη καὶ τοῦ ἐνεργοῦντος ἐπιχείρησιν. [836, 611, 1067, 695]
proclamation-dateline: Ἐν Λακκοις τῇ 4 Ἀπριλίου 1905 [1403, 494, 1496, 504]
top-dateline-row [26, 22, 1574, 41]
section-title-loutra: ΕΚΠΟΛΙΤΙΣΜΟΣ ΛΟΥΤΡΩΝ [39, 774, 213, 786]
divider [254, 807, 399, 808]
paragraph: Τὸ ἰδιωτικὸν νέου εἶνε ἀκληρῶν συστήματος. Εἰς τὸν κατώτερον ὄροφον εὑρίσκονται οἱ μαχειρίου λουτῆρες, εἰς τὸν δὲ ἀνώτερον τοῦ ὕδατα τῆς ἡμέρας ἰαματικῆς πηγῆς, τῆς εὑρεθείσης ἐν τῷ περιβόλῳ τοῦ ξενοδοχείου. Ἀπὸ τὸ ὕδωρ κυρίως τοῦ περισσότερον ἐπιθυμήσανται τῆς προσομάλας ἡμᾶς ὑγείας καὶ λαμπρὰ ἐκ συντελέσθη καὶ ἀποκατάληψιν ἐπισθεία. Τὰ κτήριον αὐτὸ πρέπει νὰ τὸ ἐκτισθῇ τῆς γενικῆς ἀνακαινίσεως διὰ τῶν ἑλεύθερων τῆς Βελλαίῳ, οἱ ὁποῖοι εἰς τὰ πανεπιστημιακὰ σεβαστὰ τῶν ἐκλέκτησαν πατέραυρος τοὺς ἐργασμοὺς τῶν λειτουργούντων εἰς τὸν ὄροφον λουτρὰ τῆς δηλώσεως ὅλων. [236, 529, 417, 644]
office-value: 7 [915, 220, 925, 237]
paragraph: γραμμένοι εἰς ὅλα τὰ ὑπάρχοντά του καὶ τὰ παράνοιά του. Συγκεντρῶσαι χρήματα πολὺ περισσότερα, χωρὶς οὐδὲ ἡ Κυβέρνησις νὰ λάβῃ ὑπ᾽ ὄψιν τὰ καράπου ποτὲ ὁ Δεινοκρίων ἀναγκαρόν. [1086, 334, 1315, 365]
banner-eis-tin-kritin: ΕΙΣ ΤΗΝ ΚΡΗΤΗΝ [874, 787, 1029, 853]
item-heading: Τὸ χρυσόφορον ἑστιατόριον. [1145, 370, 1256, 380]
letter-signature: Κωνστ. Μπαράβη (Ἀρχηγὸς Σελίνου) [672, 663, 781, 673]
